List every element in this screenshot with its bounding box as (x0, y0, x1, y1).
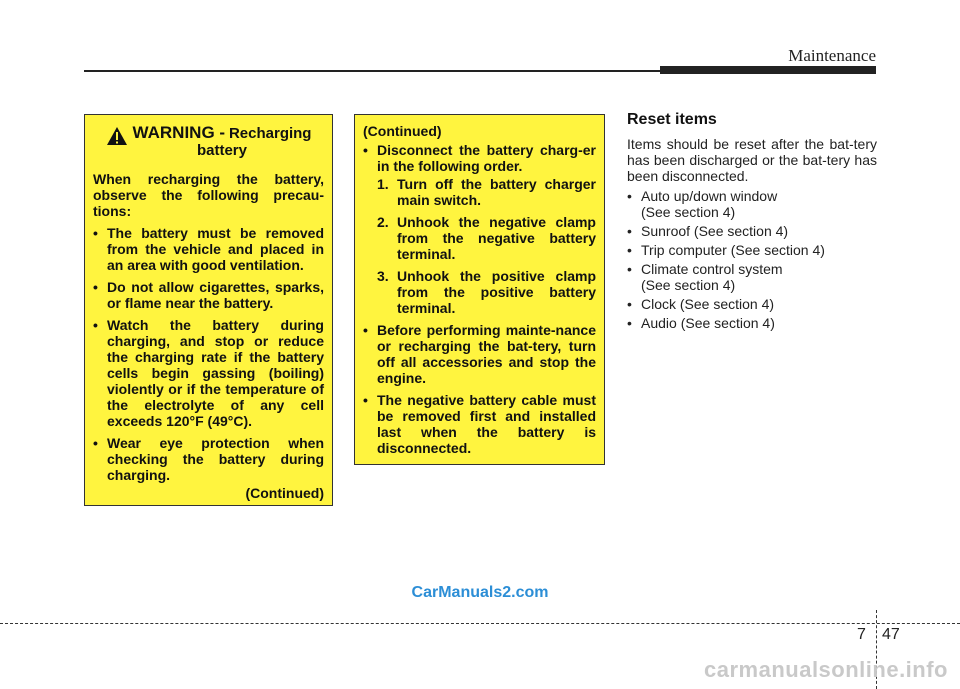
item-text: Trip computer (See section 4) (641, 242, 825, 258)
item-text: Climate control system (641, 261, 783, 277)
item-text: Audio (See section 4) (641, 315, 775, 331)
warning-continued-box (354, 114, 605, 465)
list-item (627, 261, 877, 293)
step-item (363, 268, 596, 316)
warning-continued-list (363, 142, 596, 174)
list-item: • The negative battery cable must be removed first and installed last when the battery is disconnected. (363, 392, 596, 456)
list-item (627, 296, 877, 312)
list-item: • Disconnect the battery charg-er in the following order. (363, 142, 596, 174)
continued-label: (Continued) (245, 485, 324, 501)
warning-list (93, 225, 324, 483)
watermark-link[interactable]: CarManuals2.com (411, 584, 549, 601)
warning-subtitle: Recharging (228, 125, 312, 142)
item-subtext: (See section 4) (641, 277, 736, 293)
step-number: 1. (377, 176, 389, 192)
chapter-number: 7 (857, 626, 866, 643)
footer-site-watermark: carmanualsonline.info (704, 657, 948, 682)
step-number: 3. (377, 268, 389, 284)
reset-items-list (627, 188, 877, 331)
item-text: Auto up/down window (641, 188, 778, 204)
item-text: Clock (See section 4) (641, 296, 775, 312)
step-text: Turn off the battery charger main switch. (397, 176, 596, 208)
footer-rule (0, 623, 960, 624)
list-item: • Do not allow cigarettes, sparks, or flame near the battery. (93, 279, 324, 311)
list-item: • Wear eye protection when checking the battery during charging. (93, 435, 324, 483)
warning-triangle-icon (106, 126, 128, 146)
warning-label: WARNING - (132, 123, 226, 142)
list-item (627, 315, 877, 331)
header-rule-accent (660, 66, 876, 74)
section-title: Reset items (627, 111, 717, 128)
continued-label: (Continued) (363, 123, 442, 139)
step-item (363, 214, 596, 262)
list-item: • Before performing mainte-nance or recharging the bat-tery, turn off all accessories and stop the engine. (363, 322, 596, 386)
step-text: Unhook the negative clamp from the negative battery terminal. (397, 214, 596, 262)
list-item (627, 223, 877, 239)
warning-intro: When recharging the battery, observe the following precau-tions: (93, 171, 324, 219)
warning-box (84, 114, 333, 506)
list-item (627, 242, 877, 258)
item-text: Sunroof (See section 4) (641, 223, 789, 239)
warning-heading (93, 125, 324, 159)
list-item: • The battery must be removed from the vehicle and placed in an area with good ventilation. (93, 225, 324, 273)
disconnect-steps (363, 176, 596, 316)
page-number: 47 (882, 626, 900, 643)
header-title: Maintenance (788, 46, 876, 65)
reset-items-section (627, 112, 877, 334)
item-subtext: (See section 4) (641, 204, 736, 220)
list-item (627, 188, 877, 220)
list-item: • Watch the battery during charging, and stop or reduce the charging rate if the battery cells begin gassing (boiling) violently or if the temperature of the electrolyte of any cell exceeds 120°F (49°C). (93, 317, 324, 429)
step-text: Unhook the positive clamp from the positive battery terminal. (397, 268, 596, 316)
warning-subtitle-line2: battery (196, 142, 247, 159)
warning-continued-list-2 (363, 322, 596, 456)
section-intro: Items should be reset after the bat-tery has been discharged or the bat-tery has been disconnected. (627, 136, 877, 184)
header-rule (84, 70, 664, 72)
step-number: 2. (377, 214, 389, 230)
step-item (363, 176, 596, 208)
